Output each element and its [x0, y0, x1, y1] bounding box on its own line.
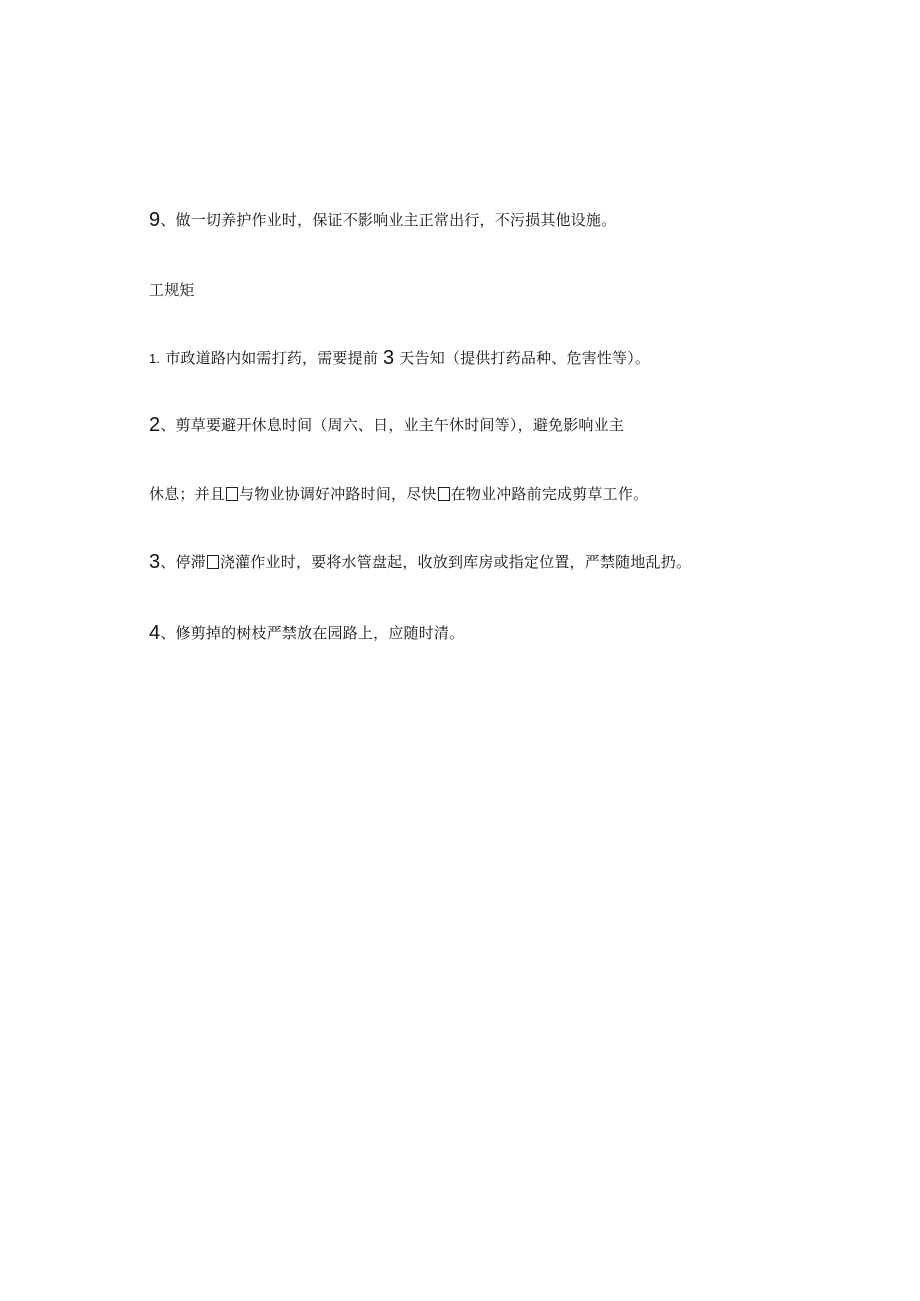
missing-glyph-box: [438, 487, 450, 501]
rule-2-cont-text-a: 休息；并且: [149, 485, 226, 503]
rule-3-number: 3: [149, 551, 161, 573]
section-heading: [149, 280, 195, 300]
rule-4-text: 、修剪掉的树枝严禁放在园路上，应随时清。: [160, 624, 465, 642]
rule-2-number: 2: [149, 414, 161, 436]
rule-2-text: 、剪草要避开休息时间（周六、日，业主午休时间等），避免影响业主: [160, 416, 625, 434]
item-9-line: [149, 210, 616, 230]
rule-1-text-b: 天告知（提供打药品种、危害性等）。: [394, 349, 651, 367]
rule-2-cont-text-b: 与物业协调好冲路时间，尽快: [239, 485, 437, 503]
rule-1-line: [149, 348, 650, 369]
rule-4-line: [149, 623, 464, 643]
rule-3-text-a: 、停滞: [160, 553, 206, 571]
rule-1-text-a: 市政道路内如需打药，需要提前: [160, 349, 383, 367]
missing-glyph-box: [207, 555, 219, 569]
missing-glyph-box: [226, 487, 238, 501]
rule-4-number: 4: [149, 622, 161, 644]
rule-2-continuation: [149, 484, 648, 504]
item-9-number: 9: [149, 209, 161, 231]
rule-3-text-b: 浇灌作业时，要将水管盘起，收放到库房或指定位置，严禁随地乱扔。: [219, 553, 692, 571]
rule-2-line: [149, 415, 624, 435]
section-heading-text: 工规矩: [149, 281, 195, 299]
rule-1-days: 3: [383, 347, 395, 369]
rule-1-number: 1.: [149, 351, 161, 366]
rule-3-line: [149, 552, 691, 572]
rule-2-cont-text-c: 在物业冲路前完成剪草工作。: [450, 485, 649, 503]
item-9-text: 、做一切养护作业时，保证不影响业主正常出行，不污损其他设施。: [160, 211, 617, 229]
